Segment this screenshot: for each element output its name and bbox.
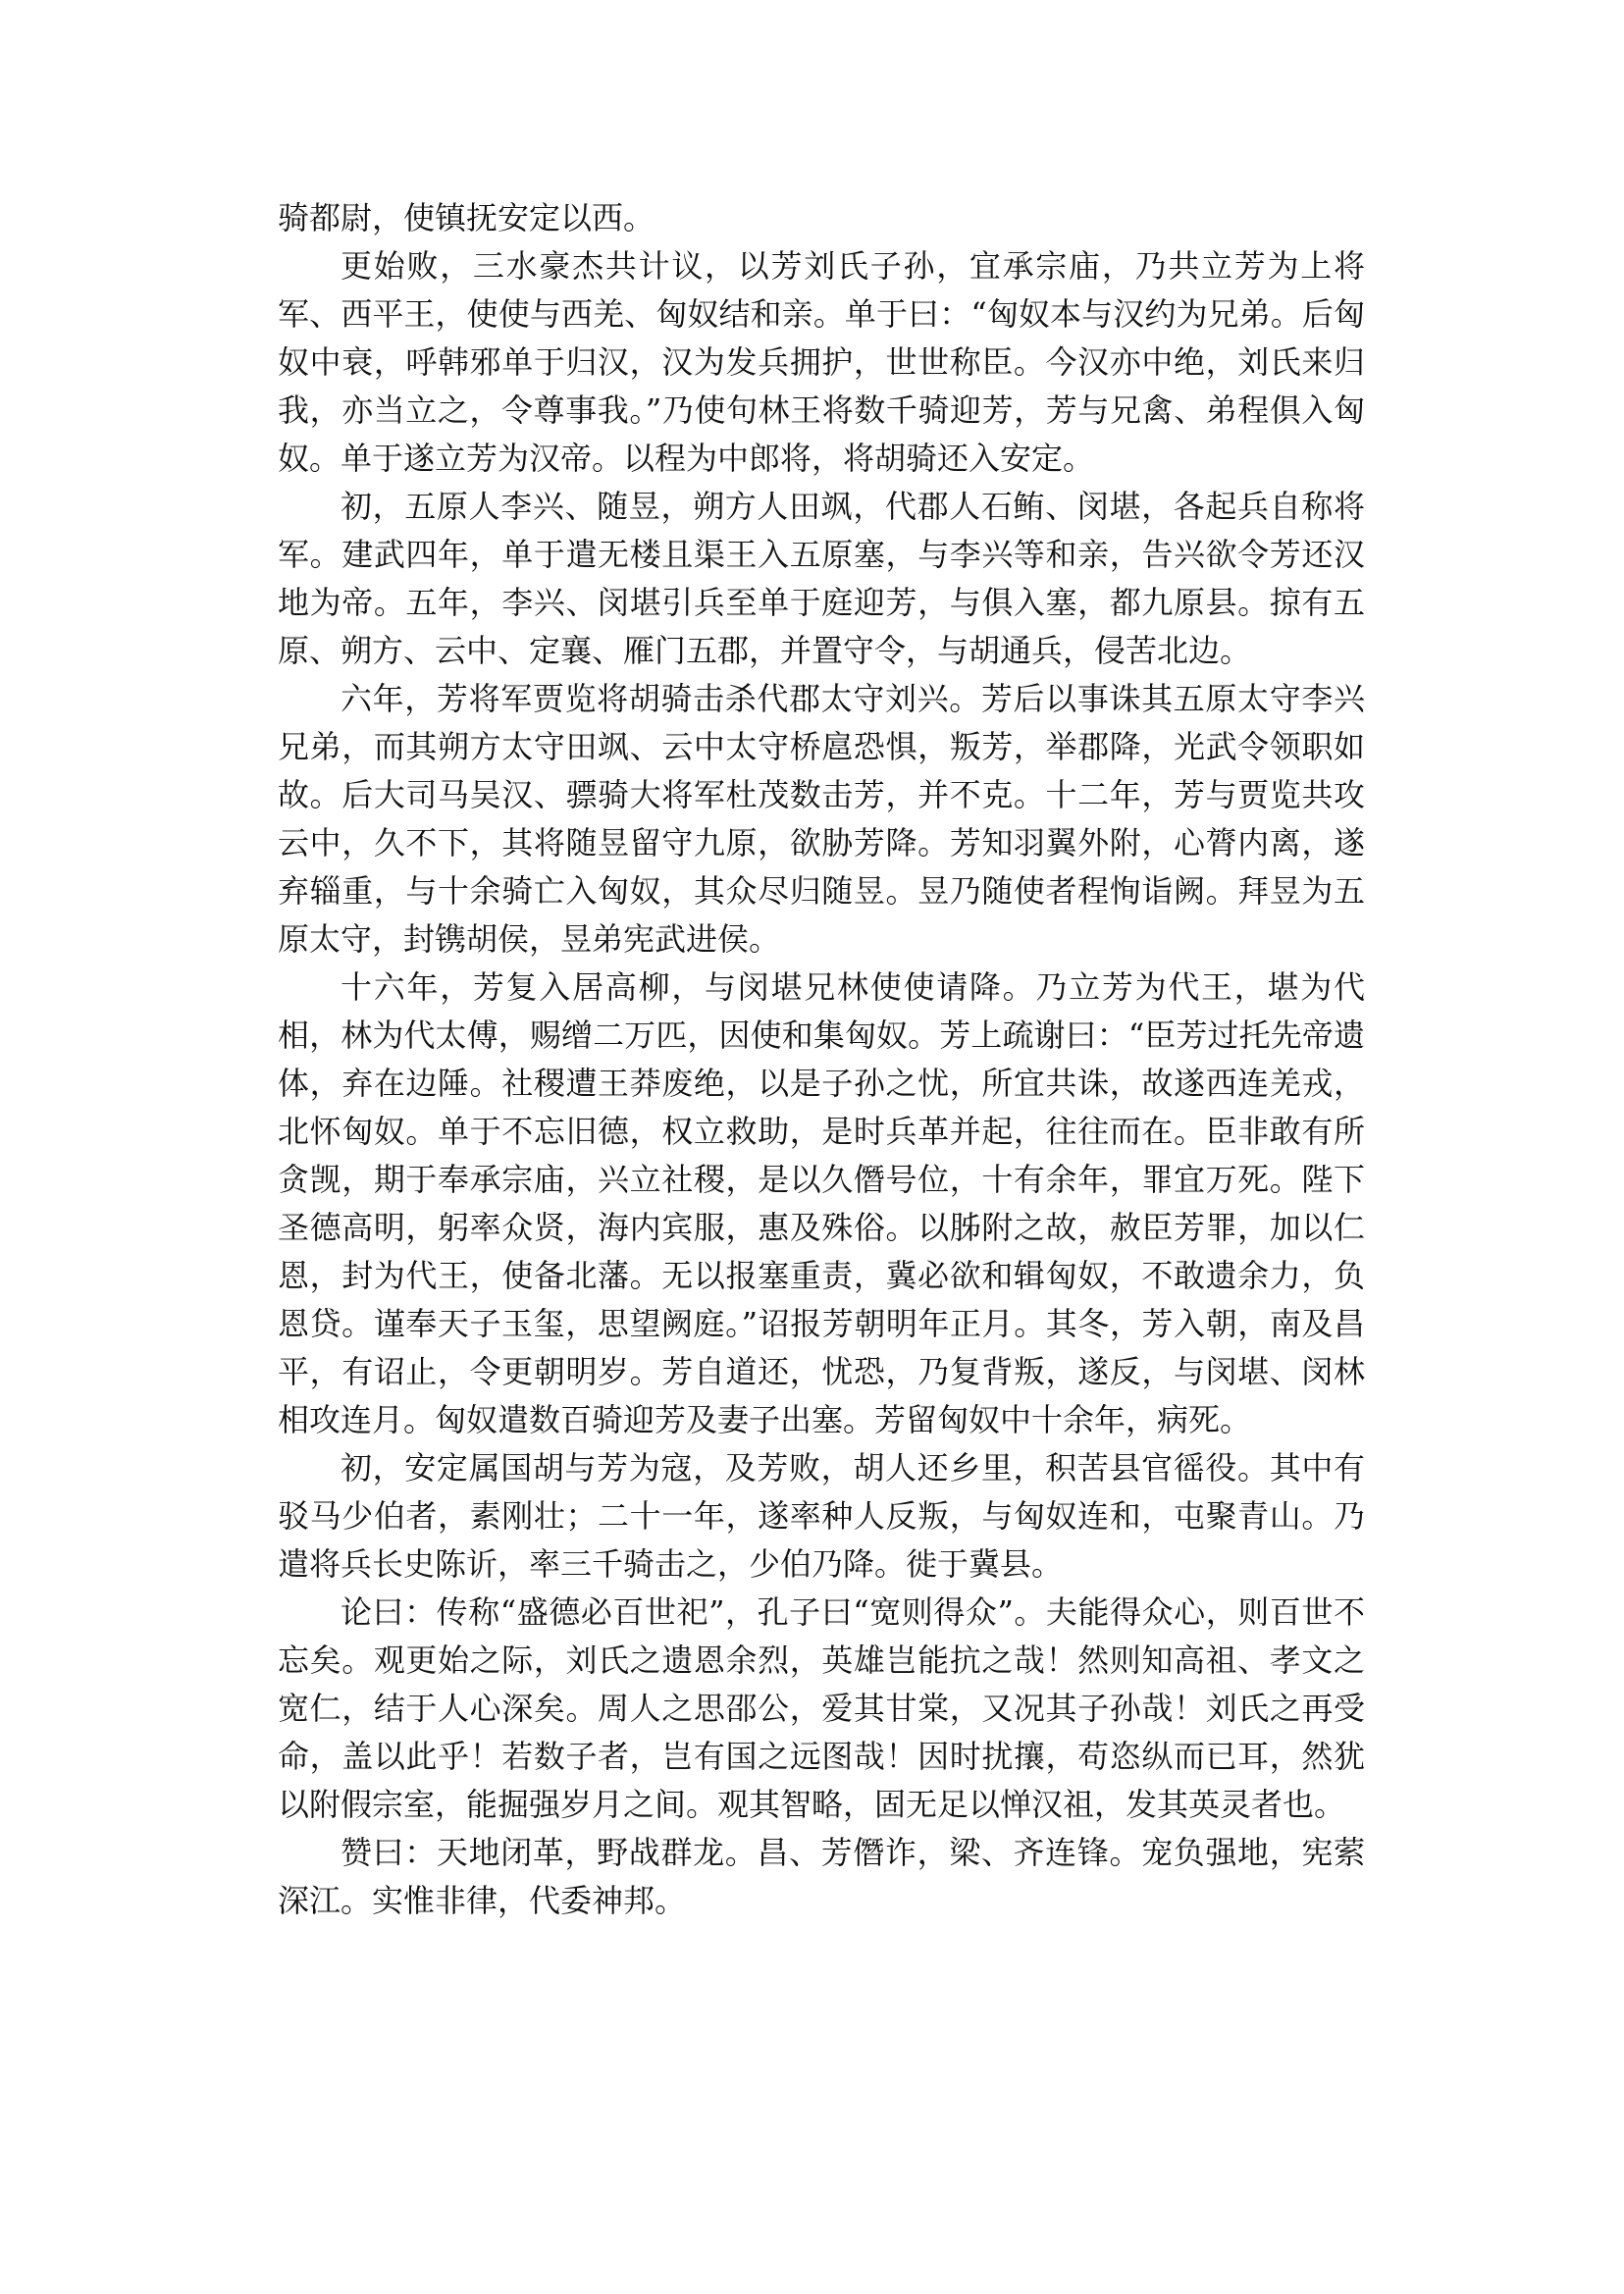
- paragraph-1: 骑都尉，使镇抚安定以西。: [278, 199, 655, 236]
- paragraph-2: 更始败，三水豪杰共计议，以芳刘氏子孙，宜承宗庙，乃共立芳为上将军、西平王，使使与西羌、匈奴结和亲。单于曰：“匈奴本与汉约为兄弟。后匈奴中衰，呼韩邪单于归汉，汉为发兵拥护，世世称臣。今汉亦中绝，刘氏来归我，亦当立之，令尊事我。”乃使句林王将数千骑迎芳，芳与兄禽、弟程俱入匈奴。单于遂立芳为汉帝。以程为中郎将，将胡骑还入安定。: [278, 247, 1365, 477]
- paragraph-6: 初，安定属国胡与芳为寇，及芳败，胡人还乡里，积苦县官徭役。其中有驳马少伯者，素刚壮；二十一年，遂率种人反叛，与匈奴连和，屯聚青山。乃遣将兵长史陈䜣，率三千骑击之，少伯乃降。徙于冀县。: [278, 1449, 1365, 1583]
- paragraph-5: 十六年，芳复入居高柳，与闵堪兄林使使请降。乃立芳为代王，堪为代相，林为代太傅，赐缯二万匹，因使和集匈奴。芳上疏谢曰：“臣芳过托先帝遗体，弃在边陲。社稷遭王莽废绝，以是子孙之忧，所宜共诛，故遂西连羌戎，北怀匈奴。单于不忘旧德，权立救助，是时兵革并起，往往而在。臣非敢有所贪觊，期于奉承宗庙，兴立社稷，是以久僭号位，十有余年，罪宜万死。陛下圣德高明，躬率众贤，海内宾服，惠及殊俗。以胏附之故，赦臣芳罪，加以仁恩，封为代王，使备北藩。无以报塞重责，冀必欲和辑匈奴，不敢遗余力，负恩贷。谨奉天子玉玺，思望阙庭。”诏报芳朝明年正月。其冬，芳入朝，南及昌平，有诏止，令更朝明岁。芳自道还，忧恐，乃复背叛，遂反，与闵堪、闵林相攻连月。匈奴遣数百骑迎芳及妻子出塞。芳留匈奴中十余年，病死。: [278, 968, 1365, 1438]
- document-body: [278, 194, 1365, 1925]
- paragraph-7: 论曰：传称“盛德必百世祀”，孔子曰“宽则得众”。夫能得众心，则百世不忘矣。观更始之际，刘氏之遗恩余烈，英雄岂能抗之哉！然则知高祖、孝文之宽仁，结于人心深矣。周人之思邵公，爱其甘棠，又况其子孙哉！刘氏之再受命，盖以此乎！若数子者，岂有国之远图哉！因时扰攘，苟恣纵而已耳，然犹以附假宗室，能掘强岁月之间。观其智略，固无足以惮汉祖，发其英灵者也。: [278, 1593, 1365, 1823]
- paragraph-4: 六年，芳将军贾览将胡骑击杀代郡太守刘兴。芳后以事诛其五原太守李兴兄弟，而其朔方太守田飒、云中太守桥扈恐惧，叛芳，举郡降，光武令领职如故。后大司马吴汉、骠骑大将军杜茂数击芳，并不克。十二年，芳与贾览共攻云中，久不下，其将随昱留守九原，欲胁芳降。芳知羽翼外附，心膂内离，遂弃辎重，与十余骑亡入匈奴，其众尽归随昱。昱乃随使者程恂诣阙。拜昱为五原太守，封镌胡侯，昱弟宪武进侯。: [278, 680, 1365, 958]
- paragraph-3: 初，五原人李兴、随昱，朔方人田飒，代郡人石鲔、闵堪，各起兵自称将军。建武四年，单于遣无楼且渠王入五原塞，与李兴等和亲，告兴欲令芳还汉地为帝。五年，李兴、闵堪引兵至单于庭迎芳，与俱入塞，都九原县。掠有五原、朔方、云中、定襄、雁门五郡，并置守令，与胡通兵，侵苦北边。: [278, 488, 1365, 669]
- paragraph-8: 赞曰：天地闭革，野战群龙。昌、芳僭诈，梁、齐连锋。宠负强地，宪萦深江。实惟非律，代委神邦。: [278, 1834, 1365, 1919]
